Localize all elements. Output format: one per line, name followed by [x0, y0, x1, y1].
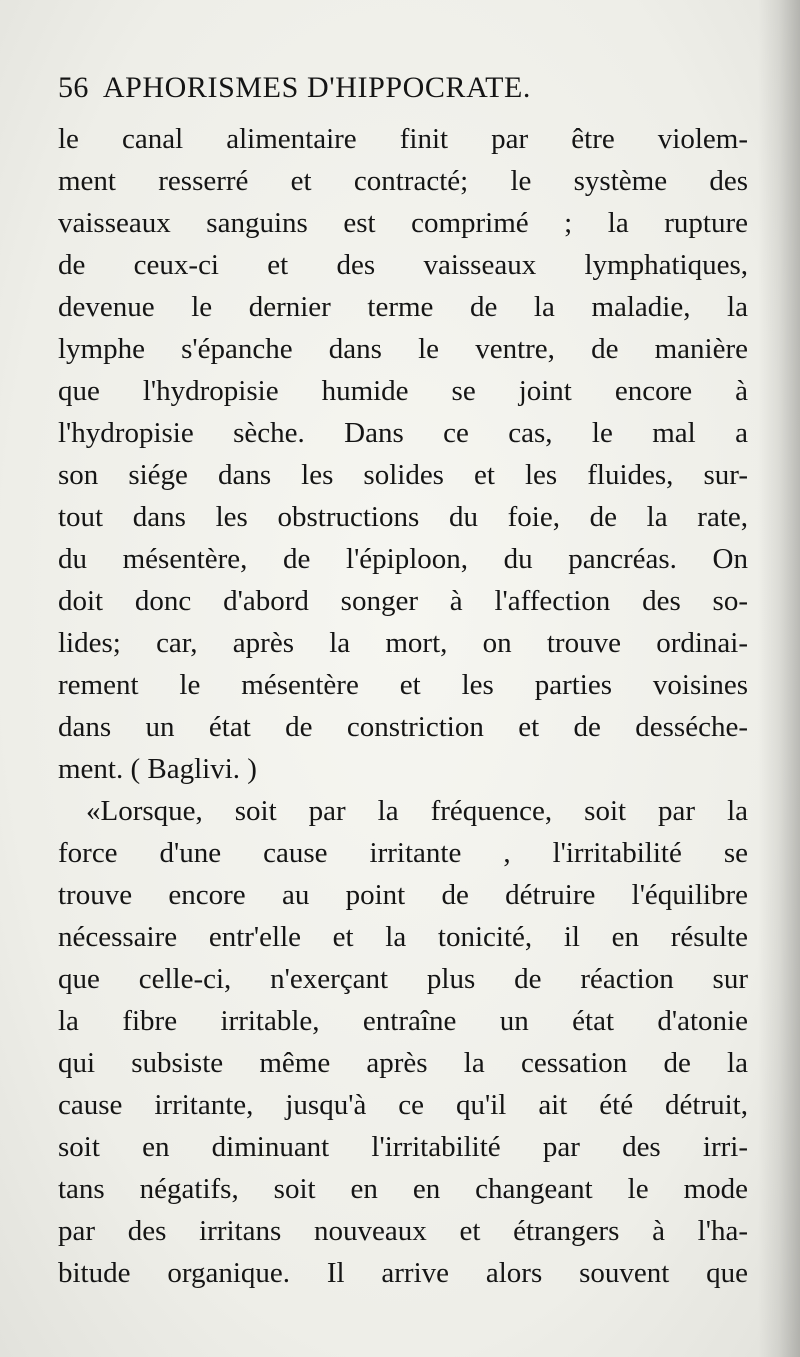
text-line: que l'hydropisie humide se joint encore à [58, 375, 748, 407]
text-line: devenue le dernier terme de la maladie, la [58, 291, 748, 323]
text-line: que celle-ci, n'exerçant plus de réaction sur [58, 963, 748, 995]
text-line: son siége dans les solides et les fluides, sur- [58, 459, 748, 491]
text-line: par des irritans nouveaux et étrangers à l'ha- [58, 1215, 748, 1247]
page-gutter-shadow [758, 0, 800, 1357]
text-line: lymphe s'épanche dans le ventre, de manière [58, 333, 748, 365]
text-line: rement le mésentère et les parties voisines [58, 669, 748, 701]
text-line: du mésentère, de l'épiploon, du pancréas. On [58, 543, 748, 575]
running-title: APHORISMES D'HIPPOCRATE. [102, 71, 532, 104]
text-line: trouve encore au point de détruire l'équilibre [58, 879, 748, 911]
text-line: dans un état de constriction et de desséche- [58, 711, 748, 743]
text-line: cause irritante, jusqu'à ce qu'il ait été détruit, [58, 1089, 748, 1121]
text-line: «Lorsque, soit par la fréquence, soit par la [86, 795, 748, 827]
text-line: soit en diminuant l'irritabilité par des irri- [58, 1131, 748, 1163]
text-line: de ceux-ci et des vaisseaux lymphatiques, [58, 249, 748, 281]
page-number: 56 [58, 71, 89, 104]
text-line: lides; car, après la mort, on trouve ordinai- [58, 627, 748, 659]
text-line: nécessaire entr'elle et la tonicité, il en résulte [58, 921, 748, 953]
body-text [58, 118, 748, 1294]
text-line: bitude organique. Il arrive alors souvent que [58, 1257, 748, 1289]
text-line: vaisseaux sanguins est comprimé ; la rupture [58, 207, 748, 239]
text-line: tans négatifs, soit en en changeant le mode [58, 1173, 748, 1205]
text-line: la fibre irritable, entraîne un état d'atonie [58, 1005, 748, 1037]
text-line: l'hydropisie sèche. Dans ce cas, le mal a [58, 417, 748, 449]
page-header [58, 66, 668, 110]
text-line: qui subsiste même après la cessation de la [58, 1047, 748, 1079]
text-line: ment. ( Baglivi. ) [58, 753, 257, 785]
text-line: tout dans les obstructions du foie, de la rate, [58, 501, 748, 533]
text-line: le canal alimentaire finit par être violem- [58, 123, 748, 155]
text-line: ment resserré et contracté; le système des [58, 165, 748, 197]
text-line: force d'une cause irritante , l'irritabilité se [58, 837, 748, 869]
text-line: doit donc d'abord songer à l'affection des so- [58, 585, 748, 617]
